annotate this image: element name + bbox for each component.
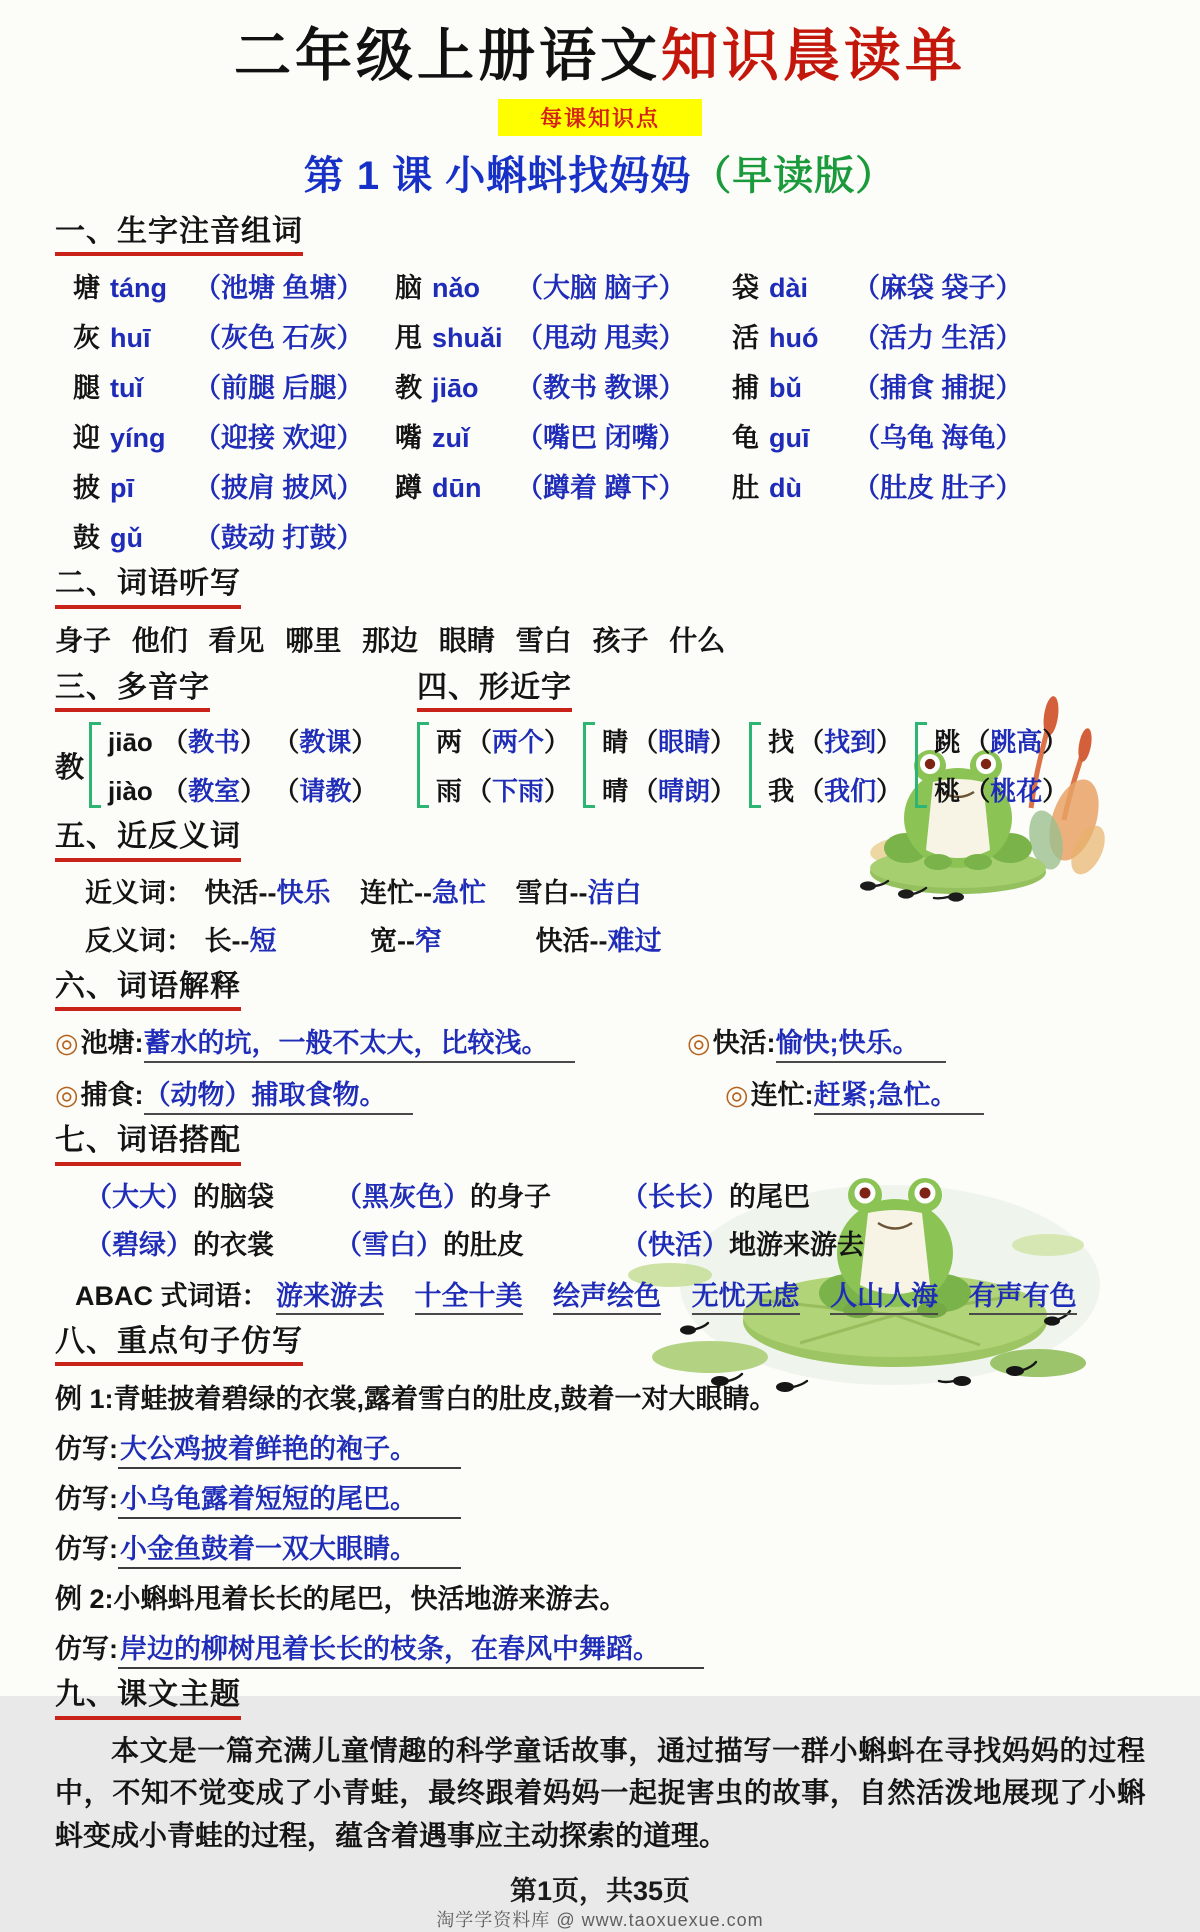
pinyin: dài [769, 273, 809, 304]
page-title [55, 24, 1145, 90]
character-grid [55, 266, 1145, 555]
example-words: （麻袋 袋子） [853, 273, 1023, 304]
hanzi: 披 [73, 473, 100, 504]
pinyin: dūn [432, 473, 482, 504]
hanzi: 晴 [602, 776, 629, 807]
example-words: （嘴巴 闭嘴） [516, 423, 686, 454]
lesson-name: 第 1 课 小蝌蚪找妈妈 [303, 153, 692, 198]
section-theme [55, 1678, 1145, 1857]
collocation-row: （碧绿）的衣裳 （雪白）的肚皮 （快活）地游来游去 [85, 1229, 864, 1260]
imitation-sentence: 仿写:岸边的柳树甩着长长的枝条，在春风中舞蹈。 [55, 1627, 1145, 1666]
character-entry [732, 316, 1145, 355]
hanzi: 嘴 [395, 423, 422, 454]
character-entry [395, 416, 732, 455]
hanzi: 桃 [934, 776, 961, 807]
synonym-label: 近义词： [85, 877, 193, 908]
example-words: （教书 教课） [516, 373, 686, 404]
character-entry [395, 266, 732, 305]
character-entry [73, 266, 395, 305]
similar-char-group: 找 （找到） 我 （我们） [749, 722, 902, 808]
hanzi: 脑 [395, 273, 422, 304]
pinyin: táng [110, 273, 167, 304]
section7-heading: 七、词语搭配 [55, 1124, 241, 1166]
hanzi: 跳 [934, 727, 961, 758]
example-word: 找到 [824, 727, 877, 758]
example-word: 教室 [188, 776, 241, 807]
section-similar-chars [417, 671, 1145, 809]
section2-heading: 二、词语听写 [55, 567, 241, 609]
section1-heading: 一、生字注音组词 [55, 215, 303, 257]
section-characters [55, 215, 1145, 556]
watermark: 淘学学资料库 @ www.taoxuexue.com [436, 1910, 764, 1931]
definition-item: ◎快活:愉快;快乐。 [687, 1021, 1145, 1060]
synonym-line: 近义词： 快活--快乐 连忙--急忙 雪白--洁白 [85, 877, 642, 908]
pinyin: yíng [110, 423, 166, 454]
hanzi: 活 [732, 323, 759, 354]
example-words: （甩动 甩卖） [516, 323, 686, 354]
example-word: 教书 [188, 727, 241, 758]
pinyin: shuǎi [432, 323, 503, 354]
section3-heading: 三、多音字 [55, 671, 210, 713]
section-definitions [55, 970, 1145, 1113]
abac-label: ABAC 式词语： [75, 1280, 269, 1311]
pinyin: huó [769, 323, 819, 354]
polyphone-row: jiào （教室） （请教） [108, 776, 378, 807]
section6-heading: 六、词语解释 [55, 970, 241, 1012]
bullet-icon: ◎ [55, 1080, 79, 1111]
hanzi: 鼓 [73, 523, 100, 554]
character-column-3 [732, 266, 1145, 555]
section-sentence-imitation [55, 1325, 1145, 1667]
sections-3-4-row [55, 671, 1145, 809]
badge-row [55, 99, 1145, 136]
definition-item: ◎池塘:蓄水的坑，一般不太大，比较浅。 [55, 1021, 687, 1060]
title-red-part: 知识晨读单 [661, 24, 966, 88]
character-entry [73, 516, 395, 555]
hanzi: 雨 [436, 776, 463, 807]
pinyin: jiào [108, 776, 153, 807]
bullet-icon: ◎ [55, 1028, 79, 1059]
example-sentence: 例 1:青蛙披着碧绿的衣裳,露着雪白的肚皮,鼓着一对大眼睛。 [55, 1384, 777, 1415]
pinyin: tuǐ [110, 373, 143, 404]
pinyin: guī [769, 423, 810, 454]
section-polyphone [55, 671, 417, 809]
example-words: （迎接 欢迎） [194, 423, 364, 454]
title-black-part: 二年级上册语文 [234, 24, 661, 88]
example-words: （前腿 后腿） [194, 373, 364, 404]
character-entry [732, 466, 1145, 505]
theme-paragraph: 本文是一篇充满儿童情趣的科学童话故事，通过描写一群小蝌蚪在寻找妈妈的过程中，不知不觉变成了小青蛙，最终跟着妈妈一起捉害虫的故事，自然活泼地展现了小蝌蚪变成小青蛙的过程，蕴含着遇事应主动探索的道理。 [55, 1734, 1145, 1851]
polyphone-block [55, 722, 417, 808]
definition-item: ◎连忙:赶紧;急忙。 [687, 1073, 1145, 1112]
section9-heading: 九、课文主题 [55, 1678, 241, 1720]
example-word: 教课 [299, 727, 352, 758]
abac-words-line [55, 1274, 1145, 1313]
example-words: （活力 生活） [853, 323, 1023, 354]
definition-item: ◎捕食:（动物）捕取食物。 [55, 1073, 687, 1112]
example-words: （捕食 捕捉） [853, 373, 1023, 404]
lesson-title [55, 144, 1145, 201]
hanzi: 腿 [73, 373, 100, 404]
hanzi: 找 [768, 727, 795, 758]
hanzi: 迎 [73, 423, 100, 454]
example-word: 桃花 [990, 776, 1043, 807]
highlight-badge: 每课知识点 [498, 99, 702, 136]
section5-heading: 五、近反义词 [55, 820, 241, 862]
green-bracket [583, 722, 595, 808]
example-words: （披肩 披风） [194, 473, 364, 504]
page-number: 第1页，共35页 [509, 1876, 691, 1907]
example-words: （乌龟 海龟） [853, 423, 1023, 454]
example-word: 跳高 [990, 727, 1043, 758]
example-words: （鼓动 打鼓） [194, 523, 364, 554]
character-entry [395, 316, 732, 355]
polyphone-row: jiāo （教书） （教课） [108, 727, 378, 758]
hanzi: 甩 [395, 323, 422, 354]
green-bracket [915, 722, 927, 808]
imitation-sentence: 仿写:大公鸡披着鲜艳的袍子。 [55, 1427, 1145, 1466]
pinyin: bǔ [769, 373, 802, 404]
pinyin: gǔ [110, 523, 143, 554]
example-word: 两个 [492, 727, 545, 758]
hanzi: 袋 [732, 273, 759, 304]
abac-word: 无忧无虑 [692, 1281, 800, 1315]
dictation-words: 身子 他们 看见 哪里 那边 眼睛 雪白 孩子 什么 [55, 624, 726, 656]
example-words: （肚皮 肚子） [853, 473, 1023, 504]
section8-heading: 八、重点句子仿写 [55, 1325, 303, 1367]
character-column-1 [55, 266, 395, 555]
hanzi: 睛 [602, 727, 629, 758]
hanzi: 两 [436, 727, 463, 758]
similar-char-group: 睛 （眼睛） 晴 （晴朗） [583, 722, 736, 808]
example-words: （灰色 石灰） [194, 323, 364, 354]
antonym-label: 反义词： [85, 925, 193, 956]
hanzi: 灰 [73, 323, 100, 354]
section-dictation [55, 567, 1145, 659]
imitation-sentence: 仿写:小乌龟露着短短的尾巴。 [55, 1477, 1145, 1516]
example-words: （大脑 脑子） [516, 273, 686, 304]
character-column-2 [395, 266, 732, 555]
hanzi: 塘 [73, 273, 100, 304]
example-word: 我们 [824, 776, 877, 807]
antonym-line: 反义词： 长--短 宽--窄 快活--难过 [85, 925, 662, 956]
abac-word: 有声有色 [969, 1281, 1077, 1315]
hanzi: 肚 [732, 473, 759, 504]
character-entry [395, 366, 732, 405]
abac-word: 十全十美 [415, 1281, 523, 1315]
green-bracket [749, 722, 761, 808]
hanzi: 教 [395, 373, 422, 404]
abac-word: 游来游去 [276, 1281, 384, 1315]
example-word: 晴朗 [658, 776, 711, 807]
pinyin: jiāo [432, 373, 479, 404]
character-entry [732, 366, 1145, 405]
green-bracket [417, 722, 429, 808]
example-words: （蹲着 蹲下） [516, 473, 686, 504]
pinyin: jiāo [108, 727, 153, 758]
character-entry [73, 366, 395, 405]
character-entry [73, 316, 395, 355]
character-entry [395, 466, 732, 505]
pinyin: dù [769, 473, 802, 504]
pinyin: zuǐ [432, 423, 470, 454]
abac-word: 人山人海 [830, 1281, 938, 1315]
similar-char-group: 跳 （跳高） 桃 （桃花） [915, 722, 1068, 808]
definition-grid [55, 1021, 1145, 1112]
example-sentence: 例 2:小蝌蚪甩着长长的尾巴，快活地游来游去。 [55, 1584, 627, 1615]
bullet-icon: ◎ [725, 1080, 749, 1111]
character-entry [73, 466, 395, 505]
imitation-sentence: 仿写:小金鱼鼓着一双大眼睛。 [55, 1527, 1145, 1566]
similar-char-group: 两 （两个） 雨 （下雨） [417, 722, 570, 808]
section-collocations [55, 1124, 1145, 1313]
hanzi: 捕 [732, 373, 759, 404]
abac-word: 绘声绘色 [553, 1281, 661, 1315]
pinyin: nǎo [432, 273, 481, 304]
pinyin: huī [110, 323, 151, 354]
hanzi: 我 [768, 776, 795, 807]
example-word: 请教 [299, 776, 352, 807]
green-bracket [89, 722, 101, 808]
similar-char-groups [417, 722, 1145, 808]
pinyin: pī [110, 473, 134, 504]
example-words: （池塘 鱼塘） [194, 273, 364, 304]
example-word: 下雨 [492, 776, 545, 807]
polyphone-char: 教 [55, 751, 85, 784]
bullet-icon: ◎ [687, 1028, 711, 1059]
collocation-row: （大大）的脑袋 （黑灰色）的身子 （长长）的尾巴 [85, 1181, 810, 1212]
character-entry [732, 266, 1145, 305]
lesson-edition: （早读版） [691, 153, 897, 198]
character-entry [732, 416, 1145, 455]
section-synonyms-antonyms [55, 820, 1145, 958]
hanzi: 蹲 [395, 473, 422, 504]
section4-heading: 四、形近字 [417, 671, 572, 713]
hanzi: 龟 [732, 423, 759, 454]
character-entry [73, 416, 395, 455]
example-word: 眼睛 [658, 727, 711, 758]
